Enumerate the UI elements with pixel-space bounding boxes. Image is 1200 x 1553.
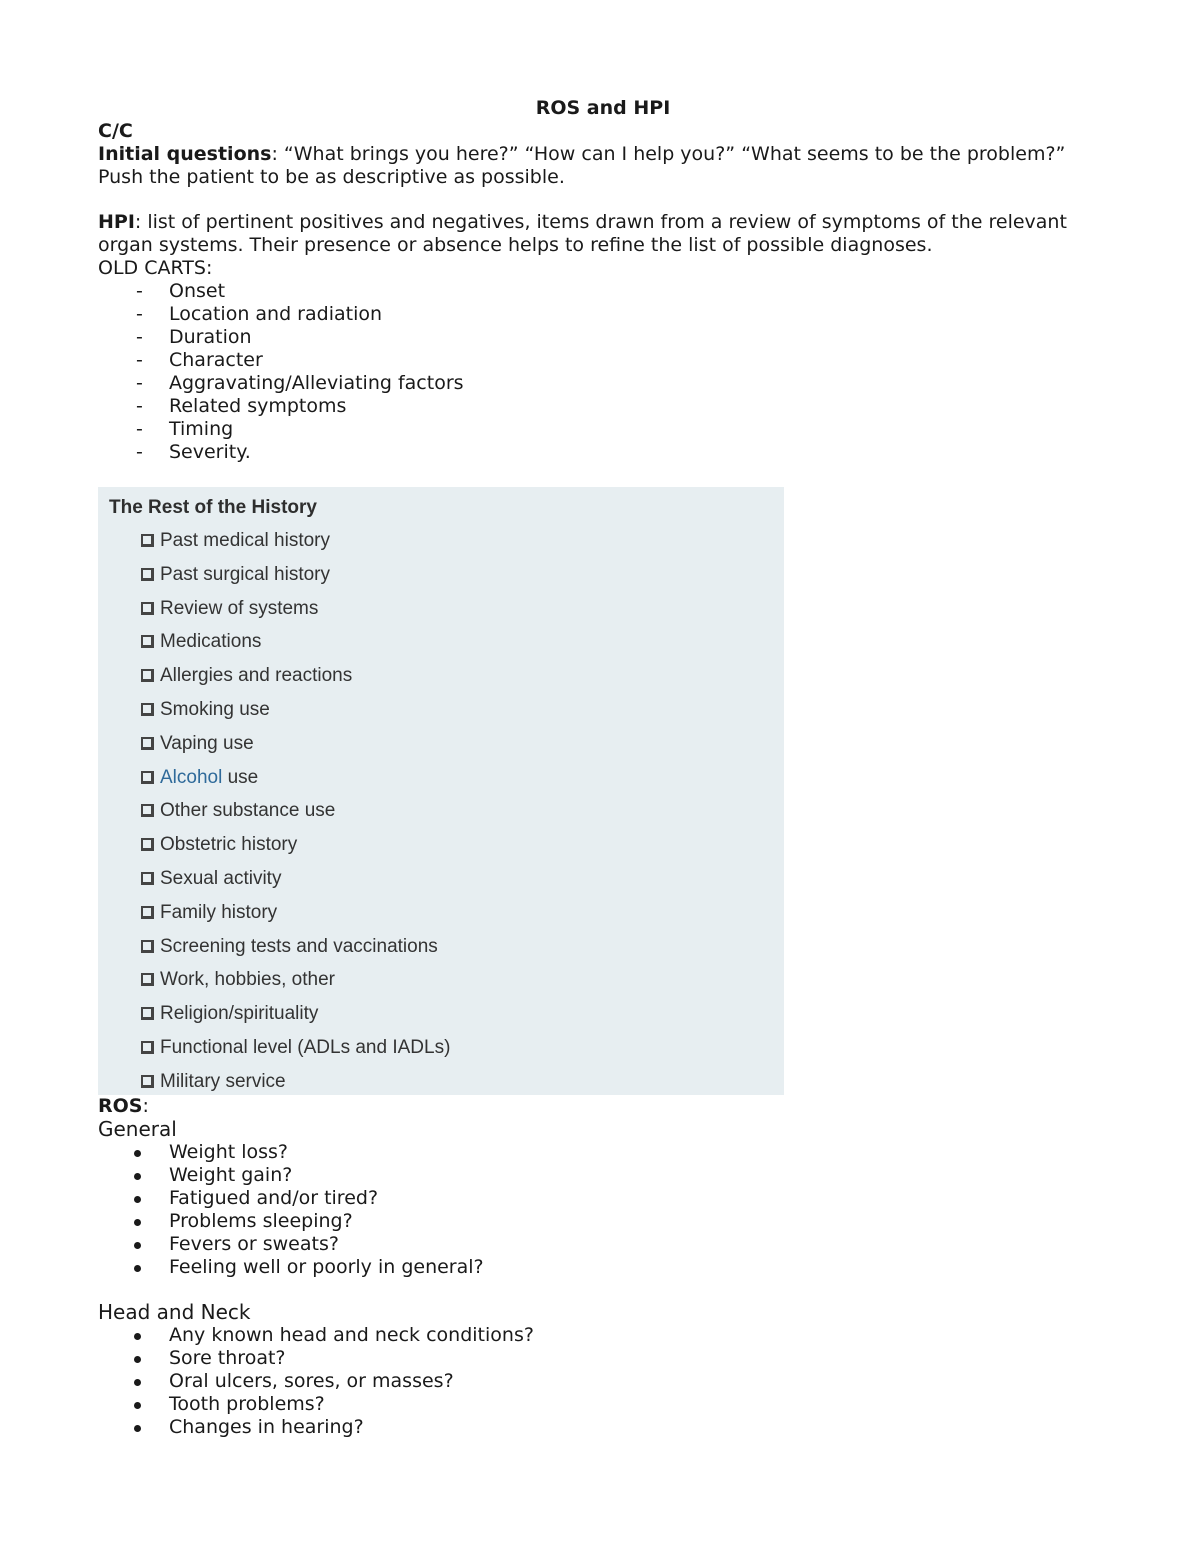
list-item-text: Duration xyxy=(169,326,252,348)
hpi-paragraph xyxy=(98,211,1108,257)
checklist-item-label: Military service xyxy=(160,1070,286,1092)
checklist-item-label: Obstetric history xyxy=(160,834,298,856)
old-carts-label: OLD CARTS: xyxy=(98,257,213,279)
ros-section-heading-head-neck: Head and Neck xyxy=(98,1300,251,1324)
list-item xyxy=(98,1187,1108,1210)
history-checklist xyxy=(141,529,450,1104)
list-item xyxy=(98,1416,1108,1439)
dash-marker: - xyxy=(136,395,143,417)
checklist-item xyxy=(141,1036,450,1070)
dash-marker: - xyxy=(136,349,143,371)
checklist-item xyxy=(141,901,450,935)
history-box-title: The Rest of the History xyxy=(109,497,317,518)
bullet-icon xyxy=(134,1219,141,1226)
checklist-item-label: Screening tests and vaccinations xyxy=(160,935,438,957)
document-title: ROS and HPI xyxy=(535,97,671,119)
checklist-item xyxy=(141,766,450,800)
checkbox-icon xyxy=(141,1075,154,1088)
checklist-item-label: Past surgical history xyxy=(160,563,331,585)
list-item-text: Character xyxy=(169,349,263,371)
checkbox-icon xyxy=(141,602,154,615)
checkbox-icon xyxy=(141,1007,154,1020)
list-item-text: Tooth problems? xyxy=(169,1393,325,1415)
checklist-item-label: Review of systems xyxy=(160,597,319,619)
checkbox-icon xyxy=(141,804,154,817)
checklist-item-label: Family history xyxy=(160,901,278,923)
list-item xyxy=(98,280,1108,303)
bullet-icon xyxy=(134,1402,141,1409)
checkbox-icon xyxy=(141,1041,154,1054)
list-item-text: Aggravating/Alleviating factors xyxy=(169,372,464,394)
checklist-item xyxy=(141,732,450,766)
checklist-item-label: Past medical history xyxy=(160,530,331,551)
list-item xyxy=(98,441,1108,464)
checklist-item xyxy=(141,529,450,563)
checkbox-icon xyxy=(141,872,154,885)
bullet-icon xyxy=(134,1425,141,1432)
history-checklist-image xyxy=(98,487,784,1095)
list-item-text: Oral ulcers, sores, or masses? xyxy=(169,1370,454,1392)
list-item xyxy=(98,1233,1108,1256)
checkbox-icon xyxy=(141,973,154,986)
dash-marker: - xyxy=(136,372,143,394)
list-item-text: Sore throat? xyxy=(169,1347,286,1369)
checklist-item-label: Functional level (ADLs and IADLs) xyxy=(160,1036,451,1058)
list-item xyxy=(98,1324,1108,1347)
list-item-text: Feeling well or poorly in general? xyxy=(169,1256,484,1278)
checklist-item-label: Religion/spirituality xyxy=(160,1003,319,1025)
initial-questions-text: : “What brings you here?” “How can I help you?” “What seems to be the problem?” xyxy=(271,143,1066,165)
checkbox-icon xyxy=(141,737,154,750)
bullet-icon xyxy=(134,1242,141,1249)
checkbox-icon xyxy=(141,669,154,682)
checkbox-icon xyxy=(141,635,154,648)
checklist-item-label: Sexual activity xyxy=(160,867,282,889)
list-item-text: Location and radiation xyxy=(169,303,383,325)
checklist-item xyxy=(141,1002,450,1036)
dash-marker: - xyxy=(136,303,143,325)
list-item xyxy=(98,303,1108,326)
list-item-text: Weight loss? xyxy=(169,1141,289,1163)
list-item xyxy=(98,326,1108,349)
list-item xyxy=(98,1393,1108,1416)
checkbox-icon xyxy=(141,838,154,851)
dash-marker: - xyxy=(136,418,143,440)
checklist-item xyxy=(141,1070,450,1104)
checklist-item xyxy=(141,698,450,732)
list-item xyxy=(98,349,1108,372)
list-item-text: Changes in hearing? xyxy=(169,1416,364,1438)
checklist-item xyxy=(141,867,450,901)
checklist-item xyxy=(141,968,450,1002)
bullet-icon xyxy=(134,1265,141,1272)
alcohol-link[interactable]: Alcohol xyxy=(160,766,223,788)
checklist-item xyxy=(141,664,450,698)
list-item xyxy=(98,372,1108,395)
bullet-icon xyxy=(134,1379,141,1386)
list-item-text: Onset xyxy=(169,280,226,302)
ros-head-neck-list xyxy=(98,1324,1108,1439)
dash-marker: - xyxy=(136,280,143,302)
checkbox-icon xyxy=(141,771,154,784)
document-page xyxy=(98,97,1108,1439)
ros-general-list xyxy=(98,1141,1108,1279)
cc-label: C/C xyxy=(98,120,133,142)
checklist-item-label: Other substance use xyxy=(160,800,336,822)
list-item-text: Timing xyxy=(169,418,234,440)
bullet-icon xyxy=(134,1196,141,1203)
spacer xyxy=(98,189,1108,211)
list-item xyxy=(98,1164,1108,1187)
dash-marker: - xyxy=(136,326,143,348)
list-item-text: Severity. xyxy=(169,441,251,463)
checklist-item xyxy=(141,597,450,631)
list-item xyxy=(98,1256,1108,1279)
initial-questions-line xyxy=(98,143,1108,166)
checklist-item-label: Work, hobbies, other xyxy=(160,969,335,991)
hpi-label: HPI xyxy=(98,211,135,233)
checklist-item xyxy=(141,630,450,664)
checkbox-icon xyxy=(141,703,154,716)
checklist-item-label: Vaping use xyxy=(160,732,254,754)
ros-label: ROS xyxy=(98,1095,143,1117)
list-item-text: Any known head and neck conditions? xyxy=(169,1324,534,1346)
ros-section-heading-general: General xyxy=(98,1117,177,1141)
list-item xyxy=(98,395,1108,418)
checklist-item xyxy=(141,833,450,867)
list-item xyxy=(98,418,1108,441)
bullet-icon xyxy=(134,1356,141,1363)
checklist-item-label: Smoking use xyxy=(160,698,270,720)
checkbox-icon xyxy=(141,534,154,547)
list-item xyxy=(98,1370,1108,1393)
spacer xyxy=(98,1279,1108,1301)
bullet-icon xyxy=(134,1150,141,1157)
checklist-item-label: Medications xyxy=(160,631,262,653)
old-carts-list xyxy=(98,280,1108,464)
list-item-text: Fatigued and/or tired? xyxy=(169,1187,379,1209)
list-item-text: Related symptoms xyxy=(169,395,347,417)
hpi-text: : list of pertinent positives and negatives, items drawn from a review of symptoms of the relevant organ systems. Their presence or absence helps to refine the list of possible diagnoses. xyxy=(98,211,1067,256)
list-item-text: Fevers or sweats? xyxy=(169,1233,339,1255)
list-item-text: Problems sleeping? xyxy=(169,1210,353,1232)
checkbox-icon xyxy=(141,568,154,581)
list-item xyxy=(98,1210,1108,1233)
initial-questions-followup: Push the patient to be as descriptive as possible. xyxy=(98,166,565,188)
list-item-text: Weight gain? xyxy=(169,1164,293,1186)
checklist-item xyxy=(141,799,450,833)
ros-colon: : xyxy=(142,1095,149,1117)
list-item xyxy=(98,1141,1108,1164)
dash-marker: - xyxy=(136,441,143,463)
bullet-icon xyxy=(134,1173,141,1180)
checklist-item-suffix: use xyxy=(222,766,259,788)
checklist-item xyxy=(141,935,450,969)
initial-questions-label: Initial questions xyxy=(98,143,272,165)
checkbox-icon xyxy=(141,940,154,953)
checklist-item-label: Allergies and reactions xyxy=(160,665,353,687)
list-item xyxy=(98,1347,1108,1370)
checklist-item xyxy=(141,563,450,597)
bullet-icon xyxy=(134,1333,141,1340)
checkbox-icon xyxy=(141,906,154,919)
